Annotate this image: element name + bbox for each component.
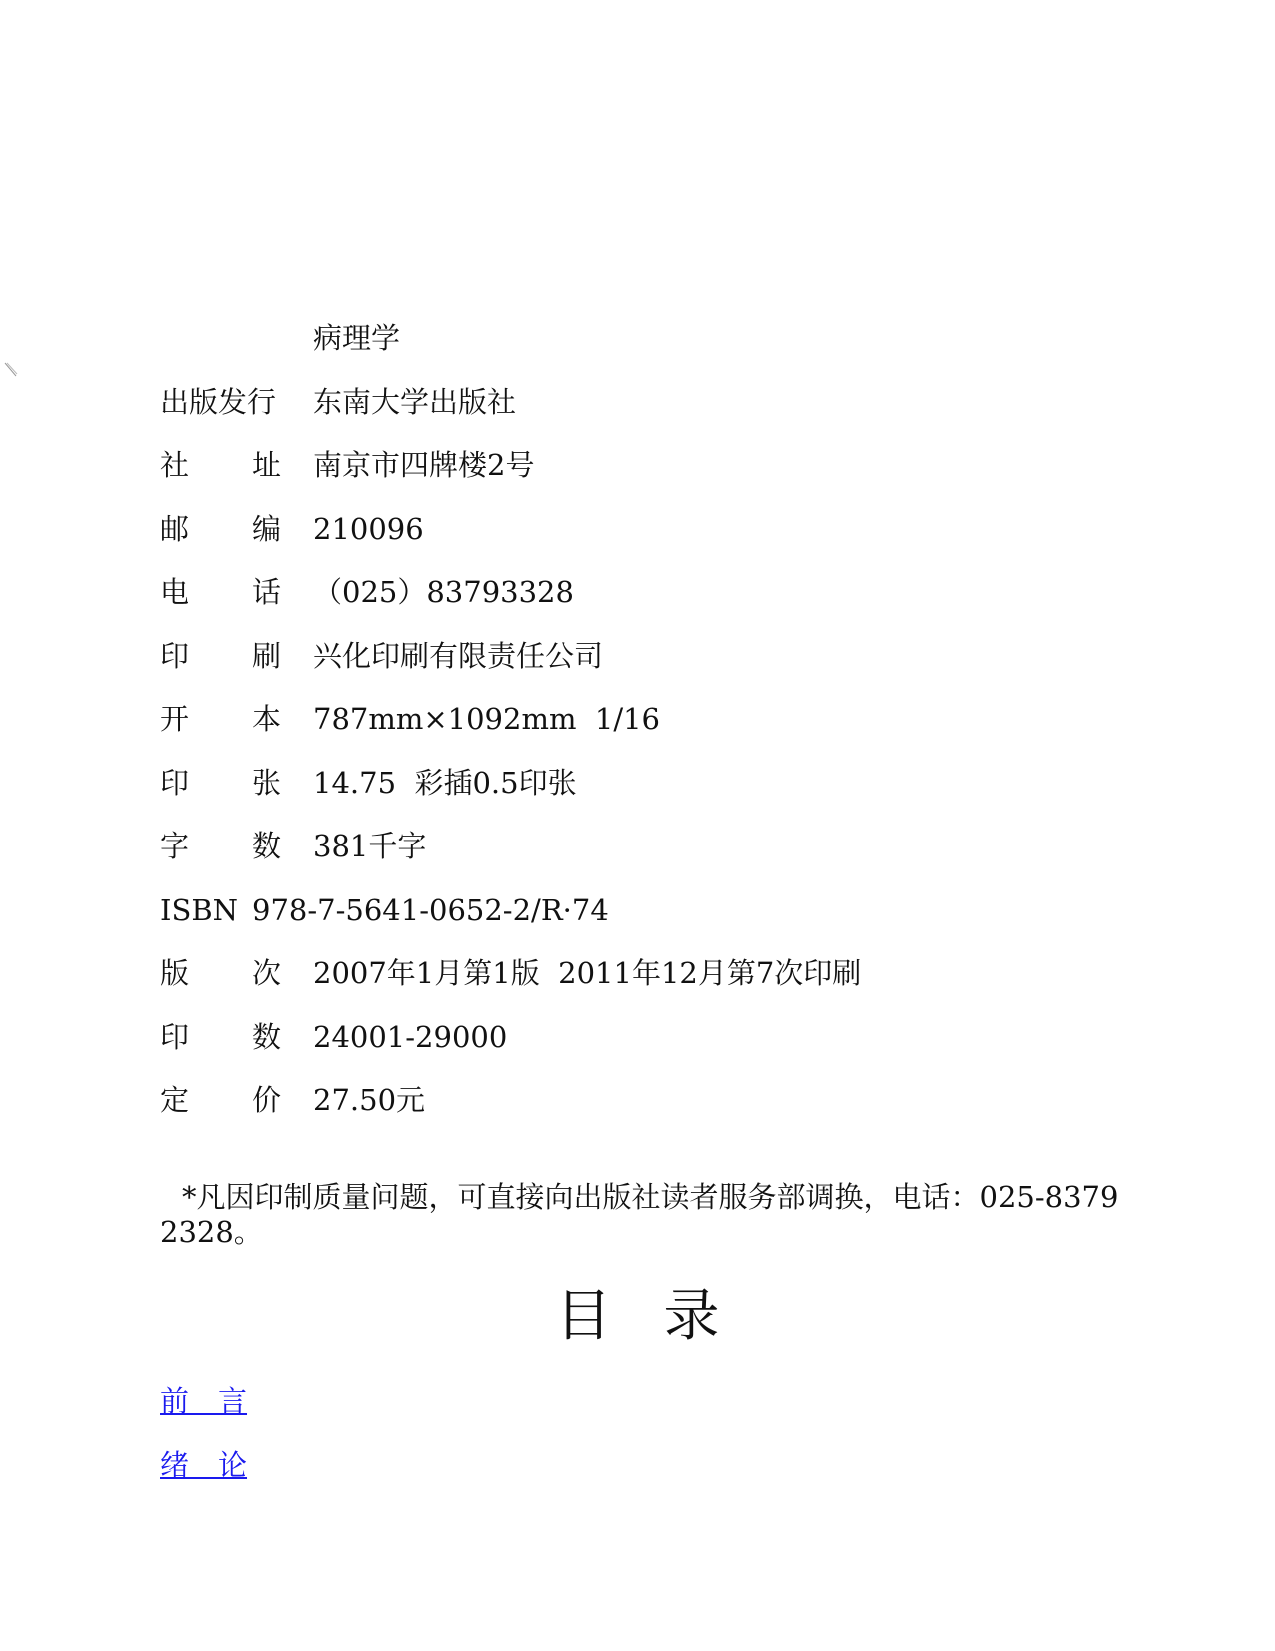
- field-label: ISBN: [160, 893, 239, 927]
- field-label-char: 话: [252, 575, 282, 609]
- field-address: [160, 447, 1120, 483]
- field-label-char: 刷: [252, 639, 282, 673]
- field-value: 南京市四牌楼2号: [313, 448, 535, 482]
- field-label-char: 价: [252, 1083, 282, 1117]
- field-format: [160, 701, 1120, 737]
- field-value: 978-7-5641-0652-2/R·74: [252, 893, 609, 927]
- field-value: 381千字: [313, 829, 427, 863]
- field-value: 兴化印刷有限责任公司: [313, 639, 604, 673]
- toc-link-preface[interactable]: 前 言: [160, 1384, 248, 1418]
- field-label-char: 印: [160, 639, 190, 673]
- field-label-char: 定: [160, 1083, 190, 1117]
- field-sheets: [160, 765, 1120, 801]
- field-value: 2007年1月第1版 2011年12月第7次印刷: [313, 956, 862, 990]
- field-label-char: 电: [160, 575, 190, 609]
- field-value: 东南大学出版社: [313, 385, 517, 419]
- field-label-char: 张: [252, 766, 282, 800]
- field-phone: [160, 574, 1120, 610]
- field-value: 787mm×1092mm 1/16: [313, 702, 661, 736]
- field-label-char: 印: [160, 766, 190, 800]
- toc-link-introduction[interactable]: 绪 论: [160, 1448, 248, 1482]
- field-price: [160, 1082, 1120, 1118]
- field-edition: [160, 955, 1120, 991]
- field-label-char: 邮: [160, 512, 190, 546]
- field-value: 14.75 彩插0.5印张: [313, 766, 577, 800]
- field-print-run: [160, 1019, 1120, 1055]
- field-isbn: [160, 892, 1120, 928]
- field-publisher: [160, 384, 1120, 420]
- pen-mark-icon: [4, 362, 18, 378]
- field-label-char: 数: [252, 829, 282, 863]
- quality-notice: *凡因印制质量问题，可直接向出版社读者服务部调换，电话：025-83792328。: [160, 1180, 1119, 1249]
- field-label-char: 数: [252, 1020, 282, 1054]
- field-label-char: 印: [160, 1020, 190, 1054]
- field-label-char: 社: [160, 448, 190, 482]
- toc-title: 目录: [555, 1284, 772, 1349]
- field-label-char: 编: [252, 512, 282, 546]
- field-printer: [160, 638, 1120, 674]
- field-label-char: 字: [160, 829, 190, 863]
- book-title: 病理学: [313, 321, 401, 355]
- field-label-char: 版: [160, 956, 190, 990]
- field-postcode: [160, 511, 1120, 547]
- field-word-count: [160, 828, 1120, 864]
- field-value: 27.50元: [313, 1083, 426, 1117]
- field-label-char: 址: [252, 448, 282, 482]
- field-value: （025）83793328: [313, 575, 574, 609]
- field-label-char: 开: [160, 702, 190, 736]
- field-label-char: 次: [252, 956, 282, 990]
- field-value: 210096: [313, 512, 424, 546]
- field-value: 24001-29000: [313, 1020, 508, 1054]
- field-label: 出版发行: [160, 385, 277, 419]
- field-label-char: 本: [252, 702, 282, 736]
